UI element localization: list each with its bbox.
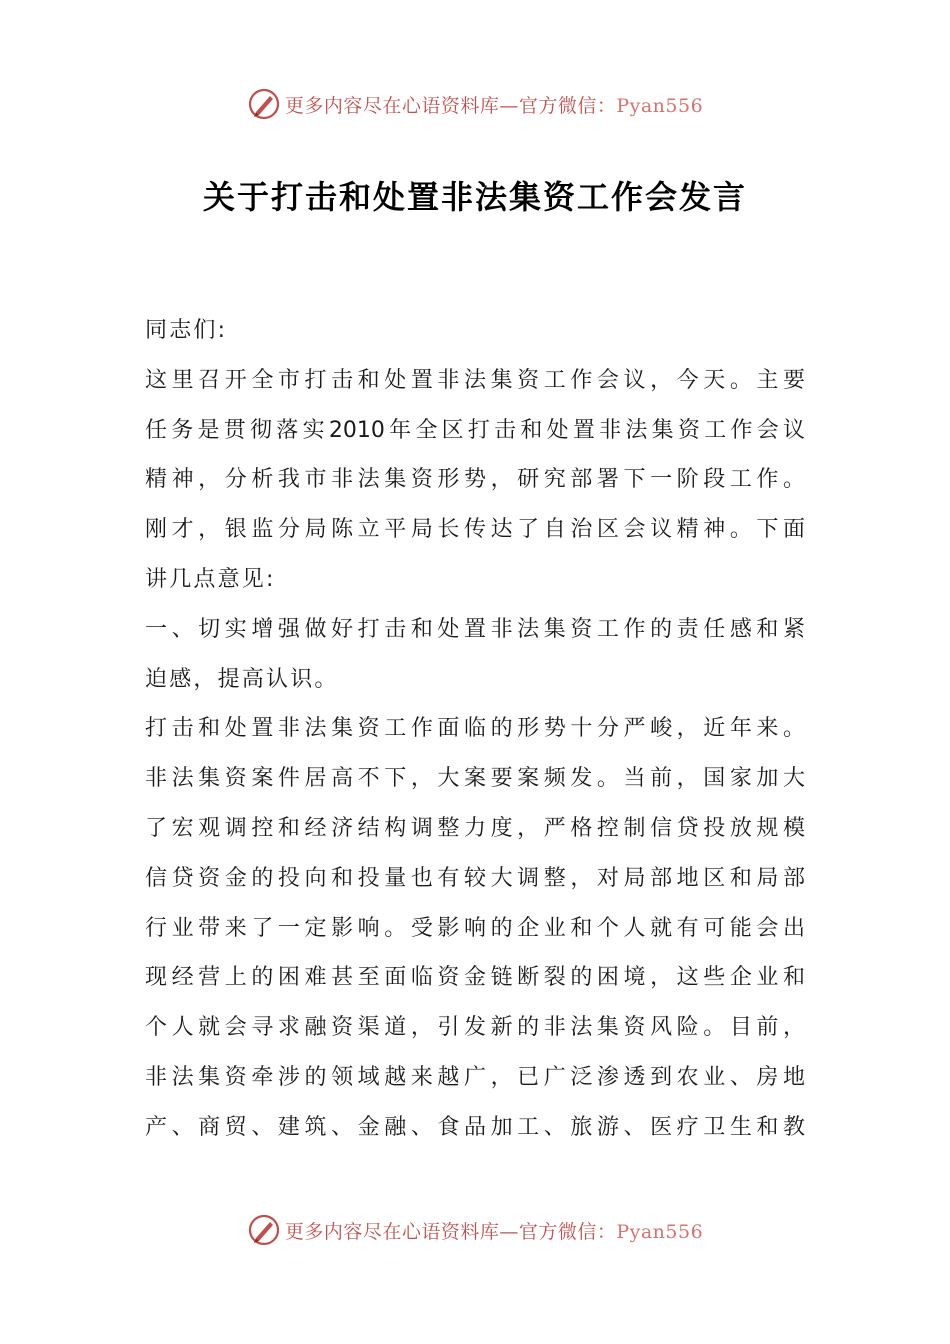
document-title: 关于打击和处置非法集资工作会发言 [202,178,747,216]
paragraph-line: 了宏观调控和经济结构调整力度，严格控制信贷投放规模 [145,815,805,841]
watermark-wechat-id: Pyan556 [616,1220,704,1243]
watermark-text: 更多内容尽在心语资料库—官方微信：Pyan556 [284,1220,704,1243]
paragraph-line: 同志们: [145,318,228,343]
watermark-banner-bottom [0,1210,950,1250]
watermark-text: 更多内容尽在心语资料库—官方微信：Pyan556 [284,94,704,117]
paragraph-line: 讲几点意见: [145,566,276,592]
paragraph-line: 信贷资金的投向和投量也有较大调整，对局部地区和局部 [145,865,805,891]
paragraph-line: 任务是贯彻落实2010年全区打击和处置非法集资工作会议 [145,417,805,443]
paragraph-line: 精神，分析我市非法集资形势，研究部署下一阶段工作。 [145,467,805,493]
paragraph-line: 现经营上的困难甚至面临资金链断裂的困境，这些企业和 [145,965,805,991]
paragraph-line: 非法集资案件居高不下，大案要案频发。当前，国家加大 [145,766,805,792]
pen-logo-icon [247,1213,281,1247]
paragraph-line: 迫感，提高认识。 [145,666,339,692]
paragraph-line: 产、商贸、建筑、金融、食品加工、旅游、医疗卫生和教 [145,1114,805,1140]
watermark-banner-top [0,84,950,124]
watermark-wechat-id: Pyan556 [616,94,704,117]
paragraph-line: 个人就会寻求融资渠道，引发新的非法集资风险。目前， [145,1015,805,1041]
paragraph-line: 行业带来了一定影响。受影响的企业和个人就有可能会出 [145,915,805,941]
pen-logo-icon [247,87,281,121]
document-body [145,306,805,1153]
paragraph-line: 一、切实增强做好打击和处置非法集资工作的责任感和紧 [145,616,805,642]
paragraph-line: 刚才，银监分局陈立平局长传达了自治区会议精神。下面 [145,517,805,543]
paragraph-line: 打击和处置非法集资工作面临的形势十分严峻，近年来。 [145,716,805,742]
paragraph-line: 这里召开全市打击和处置非法集资工作会议，今天。主要 [145,367,805,393]
paragraph-line: 非法集资牵涉的领域越来越广，已广泛渗透到农业、房地 [145,1064,805,1090]
